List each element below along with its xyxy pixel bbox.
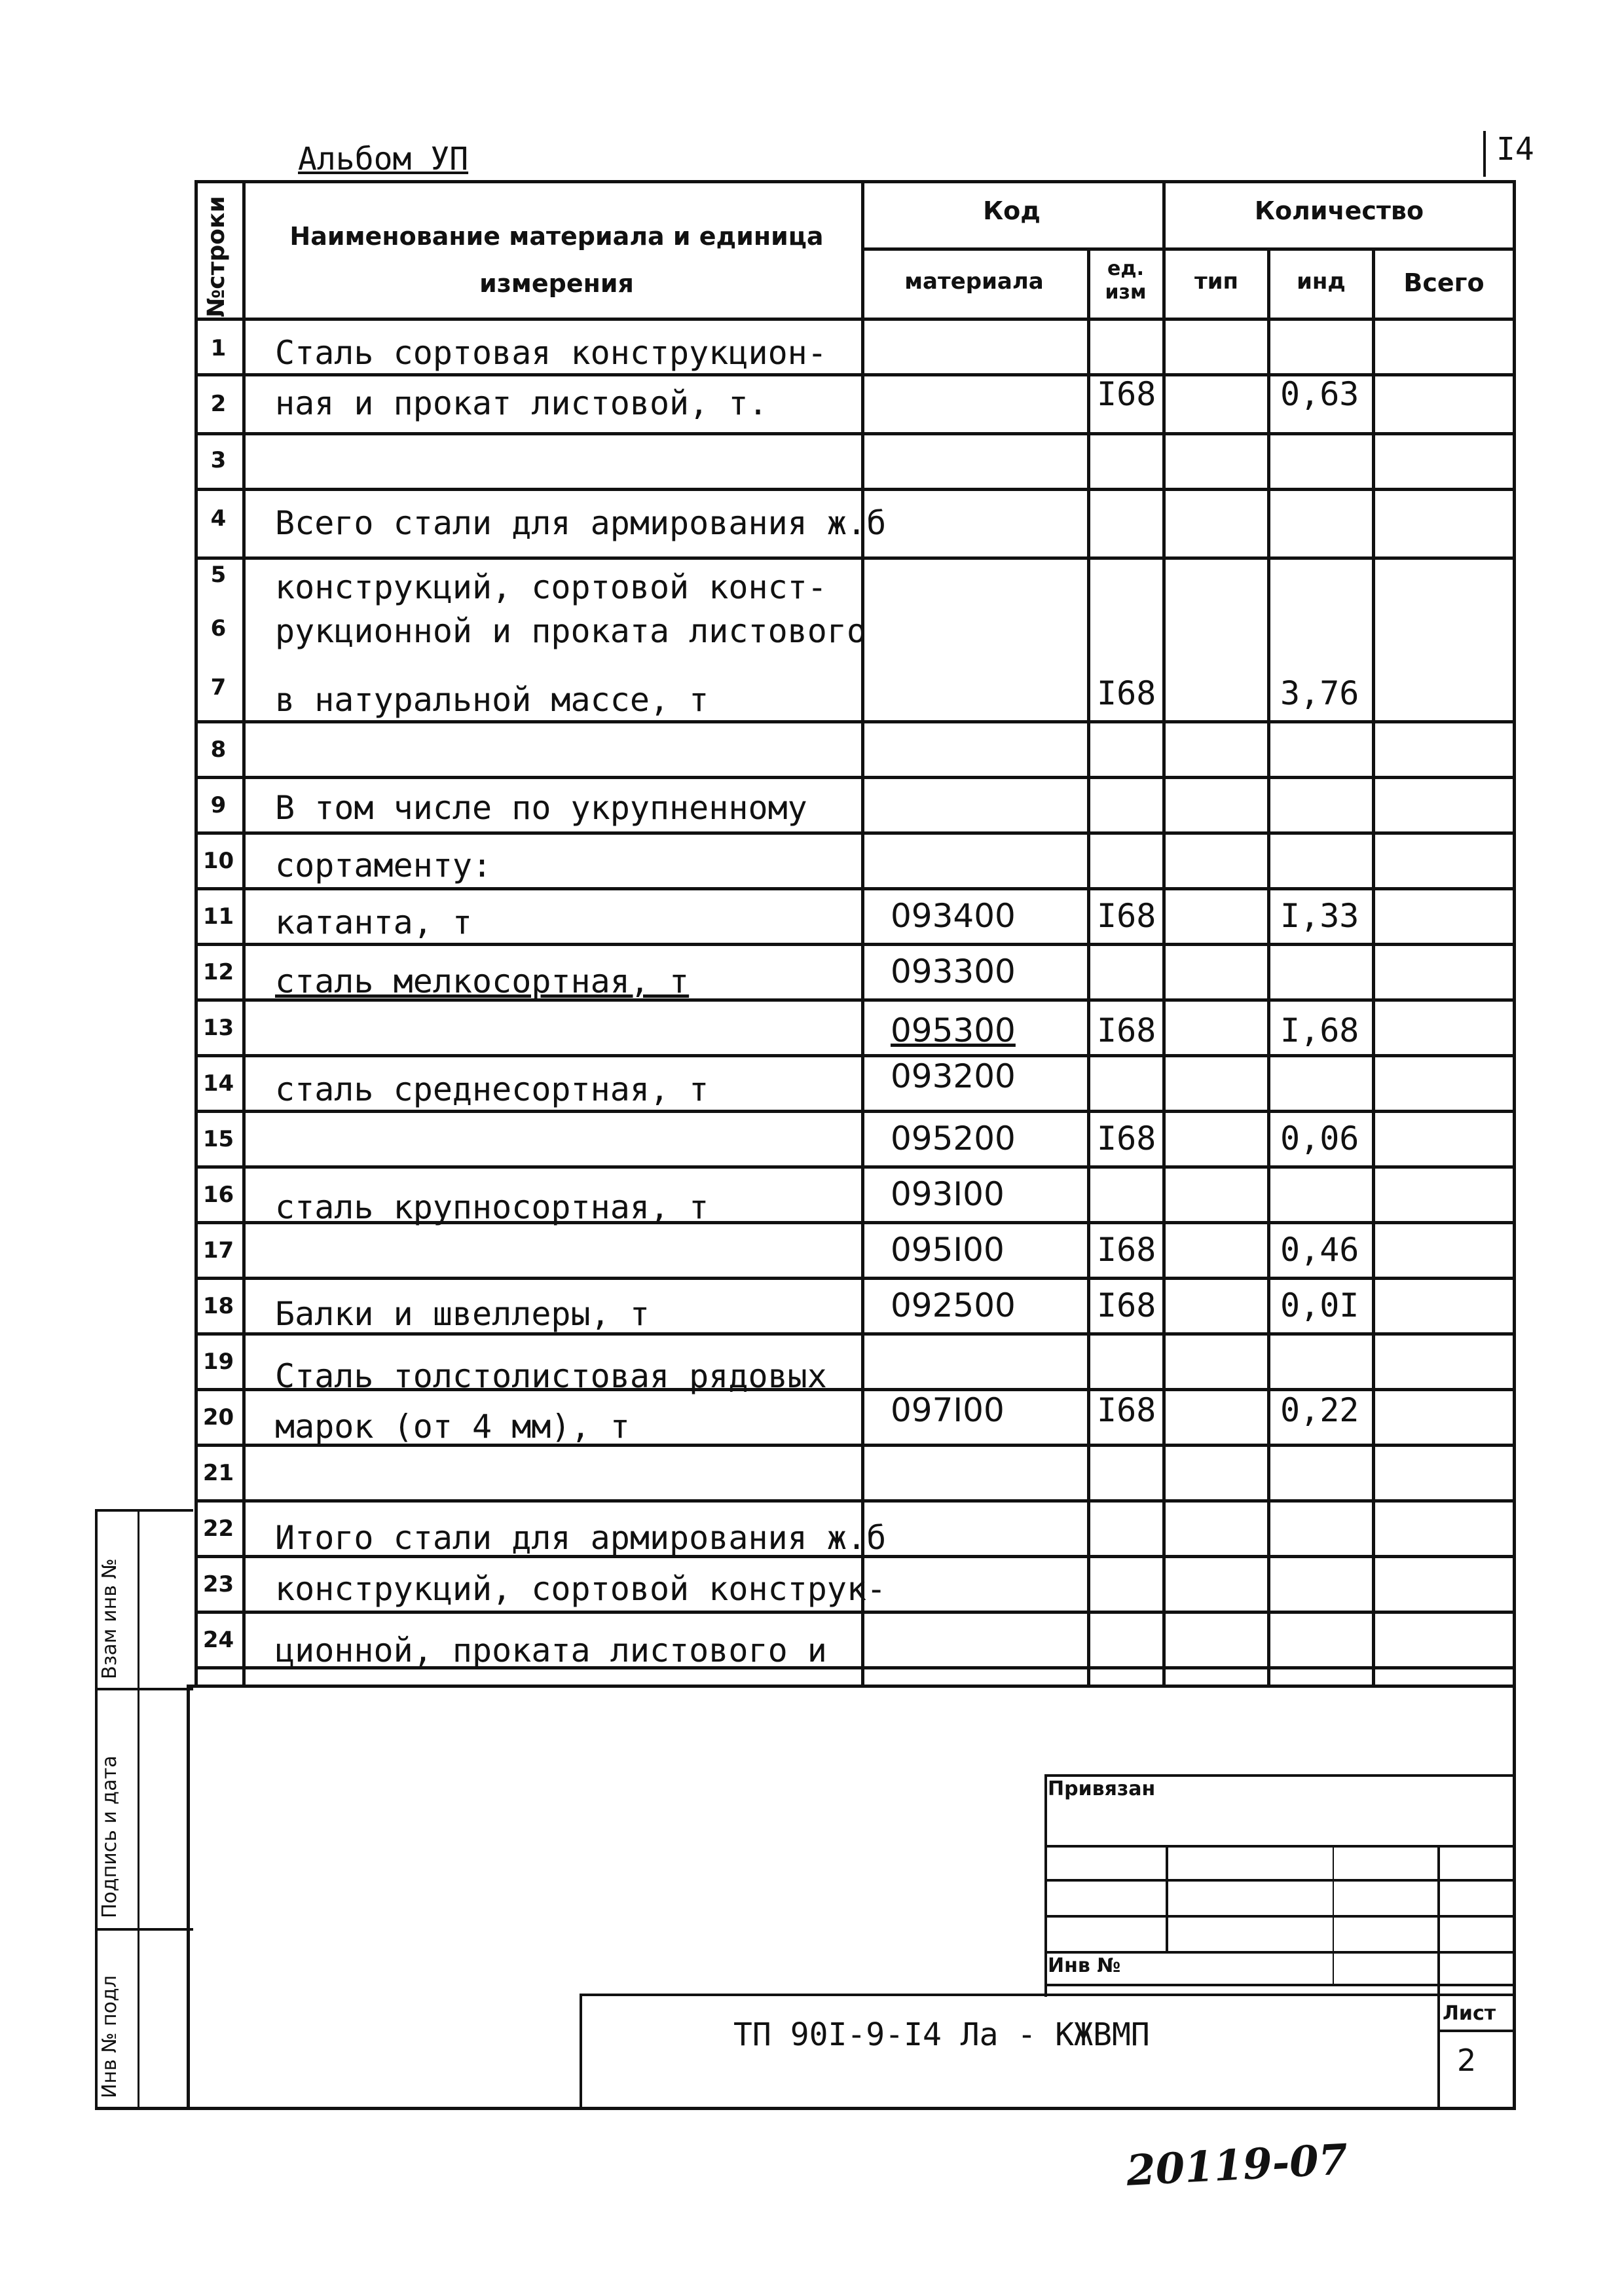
row-name: Итого стали для армирования ж.б [275, 1519, 887, 1557]
row-number: 10 [202, 848, 234, 874]
row-number: 24 [202, 1627, 234, 1653]
row-number: 1 [210, 335, 227, 361]
rownum-col-border [242, 180, 246, 1685]
row-number: 6 [210, 615, 227, 642]
row-number: 17 [202, 1237, 234, 1264]
row-number: 22 [202, 1516, 234, 1542]
col-header-quantity: Количество [1254, 196, 1424, 225]
row-number: 4 [210, 505, 227, 532]
row-name: ная и прокат листовой, т. [275, 384, 768, 422]
sheet-label: Лист [1443, 2002, 1496, 2025]
col-header-code-unit: ед. изм [1105, 257, 1147, 304]
row-number: 18 [202, 1293, 234, 1319]
inv-no-label: Инв № [1048, 1954, 1121, 1977]
row-number: 5 [210, 562, 227, 588]
row-name: Сталь толстолистовая рядовых [275, 1357, 827, 1395]
col-header-total: Всего [1403, 268, 1485, 297]
row-ind-quantity: 0,63 [1280, 375, 1359, 413]
row-name: Всего стали для армирования ж.б [275, 504, 887, 542]
row-number: 23 [202, 1571, 234, 1597]
row-number: 3 [210, 447, 227, 473]
row-ind-quantity: I,68 [1280, 1011, 1359, 1049]
row-name: сталь среднесортная, т [275, 1070, 709, 1108]
row-ind-quantity: 3,76 [1280, 674, 1359, 712]
inv-original-label: Инв № подл [98, 1975, 121, 2098]
handwritten-number: 20119-07 [1125, 2135, 1350, 2196]
header-sub-border [861, 247, 1516, 251]
row-name: В том числе по укрупненному [275, 789, 807, 827]
signature-date-label: Подпись и дата [98, 1755, 121, 1918]
row-ind-quantity: 0,0I [1280, 1286, 1359, 1324]
row-unit-code: I68 [1097, 1391, 1156, 1429]
row-unit-code: I68 [1097, 897, 1156, 935]
side-stamp-left-border [95, 1509, 98, 2110]
frame-bottom-border [95, 2107, 1516, 2110]
row-material-code: 093200 [891, 1057, 1016, 1095]
row-number: 15 [202, 1126, 234, 1152]
row-ind-quantity: 0,06 [1280, 1120, 1359, 1157]
row-name: сортаменту: [275, 847, 492, 884]
row-material-code: 097I00 [891, 1391, 1005, 1429]
album-label: Альбом УП [298, 141, 469, 177]
frame-right-border [1513, 1685, 1516, 2110]
row-unit-code: I68 [1097, 375, 1156, 413]
row-name: сталь мелкосортная, т [275, 962, 690, 1000]
row-name: катанта, т [275, 903, 473, 941]
page-number-bar [1483, 131, 1486, 177]
col-header-code-material: материала [904, 268, 1044, 295]
row-material-code: 093300 [891, 953, 1016, 991]
row-material-code: 093I00 [891, 1175, 1005, 1213]
row-unit-code: I68 [1097, 1120, 1156, 1157]
code-col-border [1087, 249, 1090, 1685]
row-ind-quantity: 0,46 [1280, 1231, 1359, 1269]
row-name: сталь крупносортная, т [275, 1188, 709, 1226]
row-material-code: 093400 [891, 897, 1016, 935]
unit-col-border [1162, 180, 1166, 1685]
row-material-code: 095300 [891, 1011, 1016, 1049]
col-header-code: Код [983, 196, 1041, 225]
replace-inv-label: Взам инв № [98, 1558, 121, 1679]
row-name: марок (от 4 мм), т [275, 1408, 630, 1446]
drawing-designation: ТП 90I-9-I4 Ла - КЖВМП [733, 2016, 1150, 2053]
col-header-name: Наименование материала и единица измерения [289, 222, 824, 298]
name-col-border [861, 180, 864, 1685]
row-number: 7 [210, 674, 227, 701]
row-number: 20 [202, 1404, 234, 1430]
row-number: 14 [202, 1070, 234, 1097]
row-material-code: 095I00 [891, 1231, 1005, 1269]
col-header-rownum: №строки [203, 196, 230, 318]
row-name: рукционной и проката листового [275, 612, 867, 650]
row-number: 2 [210, 391, 227, 417]
row-unit-code: I68 [1097, 674, 1156, 712]
sheet-number: 2 [1457, 2043, 1477, 2078]
row-number: 9 [210, 792, 227, 818]
row-ind-quantity: 0,22 [1280, 1391, 1359, 1429]
page-number: I4 [1496, 131, 1534, 168]
row-name: Сталь сортовая конструкцион- [275, 334, 827, 372]
row-name: Балки и швеллеры, т [275, 1295, 650, 1333]
row-name: конструкций, сортовой конст- [275, 568, 827, 606]
table-top-border [194, 180, 1516, 183]
row-ind-quantity: I,33 [1280, 897, 1359, 935]
frame-left-border [187, 1685, 190, 2110]
row-unit-code: I68 [1097, 1011, 1156, 1049]
header-bottom-border [194, 318, 1516, 321]
table-right-border [1513, 180, 1516, 1685]
row-unit-code: I68 [1097, 1231, 1156, 1269]
ind-col-border [1372, 249, 1375, 1685]
col-header-type: тип [1194, 268, 1239, 295]
row-name: ционной, проката листового и [275, 1631, 827, 1669]
row-number: 12 [202, 959, 234, 985]
row-number: 19 [202, 1349, 234, 1375]
row-name: в натуральной массе, т [275, 681, 709, 719]
frame-top-border [187, 1685, 1516, 1688]
row-number: 16 [202, 1182, 234, 1208]
row-number: 8 [210, 737, 227, 763]
row-material-code: 095200 [891, 1120, 1016, 1157]
row-number: 21 [202, 1460, 234, 1486]
row-material-code: 092500 [891, 1286, 1016, 1324]
row-unit-code: I68 [1097, 1286, 1156, 1324]
row-number: 13 [202, 1015, 234, 1041]
bound-label: Привязан [1048, 1777, 1156, 1800]
col-header-ind: инд [1297, 268, 1346, 295]
row-number: 11 [202, 903, 234, 930]
row-name: конструкций, сортовой конструк- [275, 1570, 887, 1608]
type-col-border [1267, 249, 1270, 1685]
